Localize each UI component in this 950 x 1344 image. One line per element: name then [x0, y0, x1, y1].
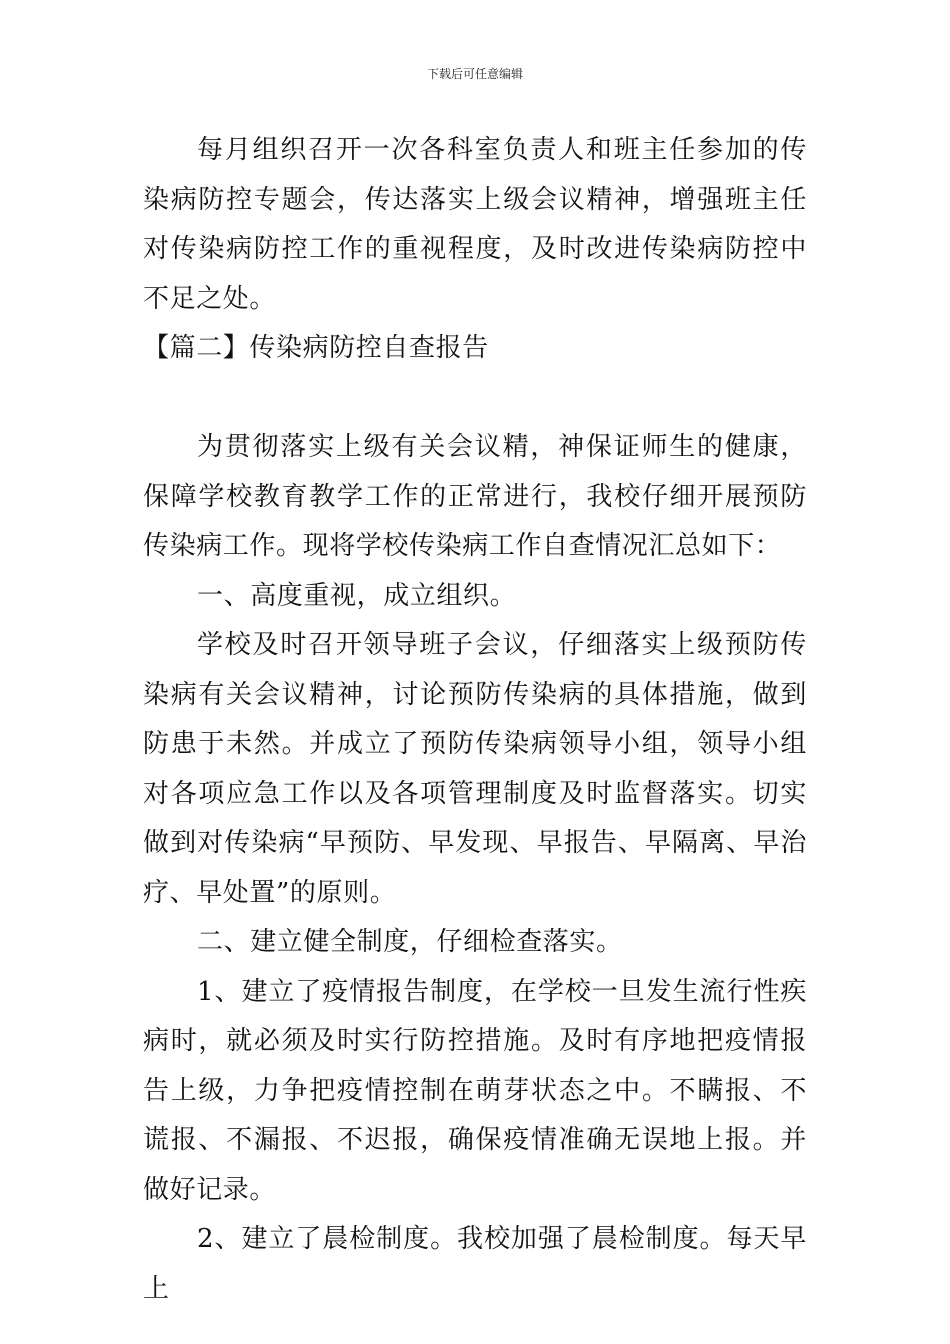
- document-body: [143, 126, 807, 1314]
- paragraph-intro: 为贯彻落实上级有关会议精，神保证师生的健康，保障学校教育教学工作的正常进行，我校仔细开展预防传染病工作。现将学校传染病工作自查情况汇总如下：: [143, 432, 807, 561]
- heading-one: 一、高度重视，成立组织。: [197, 580, 517, 611]
- page-header-note: 下载后可任意编辑: [426, 67, 523, 81]
- paragraph-morning-check: 2、建立了晨检制度。我校加强了晨检制度。每天早上: [143, 1224, 807, 1304]
- paragraph-report-system: 1、建立了疫情报告制度，在学校一旦发生流行性疾病时，就必须及时实行防控措施。及时有序地把疫情报告上级，力争把疫情控制在萌芽状态之中。不瞒报、不谎报、不漏报、不迟报，确保疫情准确无误地上报。并做好记录。: [143, 976, 807, 1205]
- paragraph-meeting: 每月组织召开一次各科室负责人和班主任参加的传染病防控专题会，传达落实上级会议精神，增强班主任对传染病防控工作的重视程度，及时改进传染病防控中不足之处。: [143, 135, 807, 314]
- heading-two: 二、建立健全制度，仔细检查落实。: [197, 927, 623, 957]
- section-title: 【篇二】传染病防控自查报告: [143, 333, 489, 363]
- paragraph-organization: 学校及时召开领导班子会议，仔细落实上级预防传染病有关会议精神，讨论预防传染病的具体措施，做到防患于未然。并成立了预防传染病领导小组，领导小组对各项应急工作以及各项管理制度及时监督落实。切实做到对传染病“早预防、早发现、早报告、早隔离、早治疗、早处置”的原则。: [143, 630, 807, 908]
